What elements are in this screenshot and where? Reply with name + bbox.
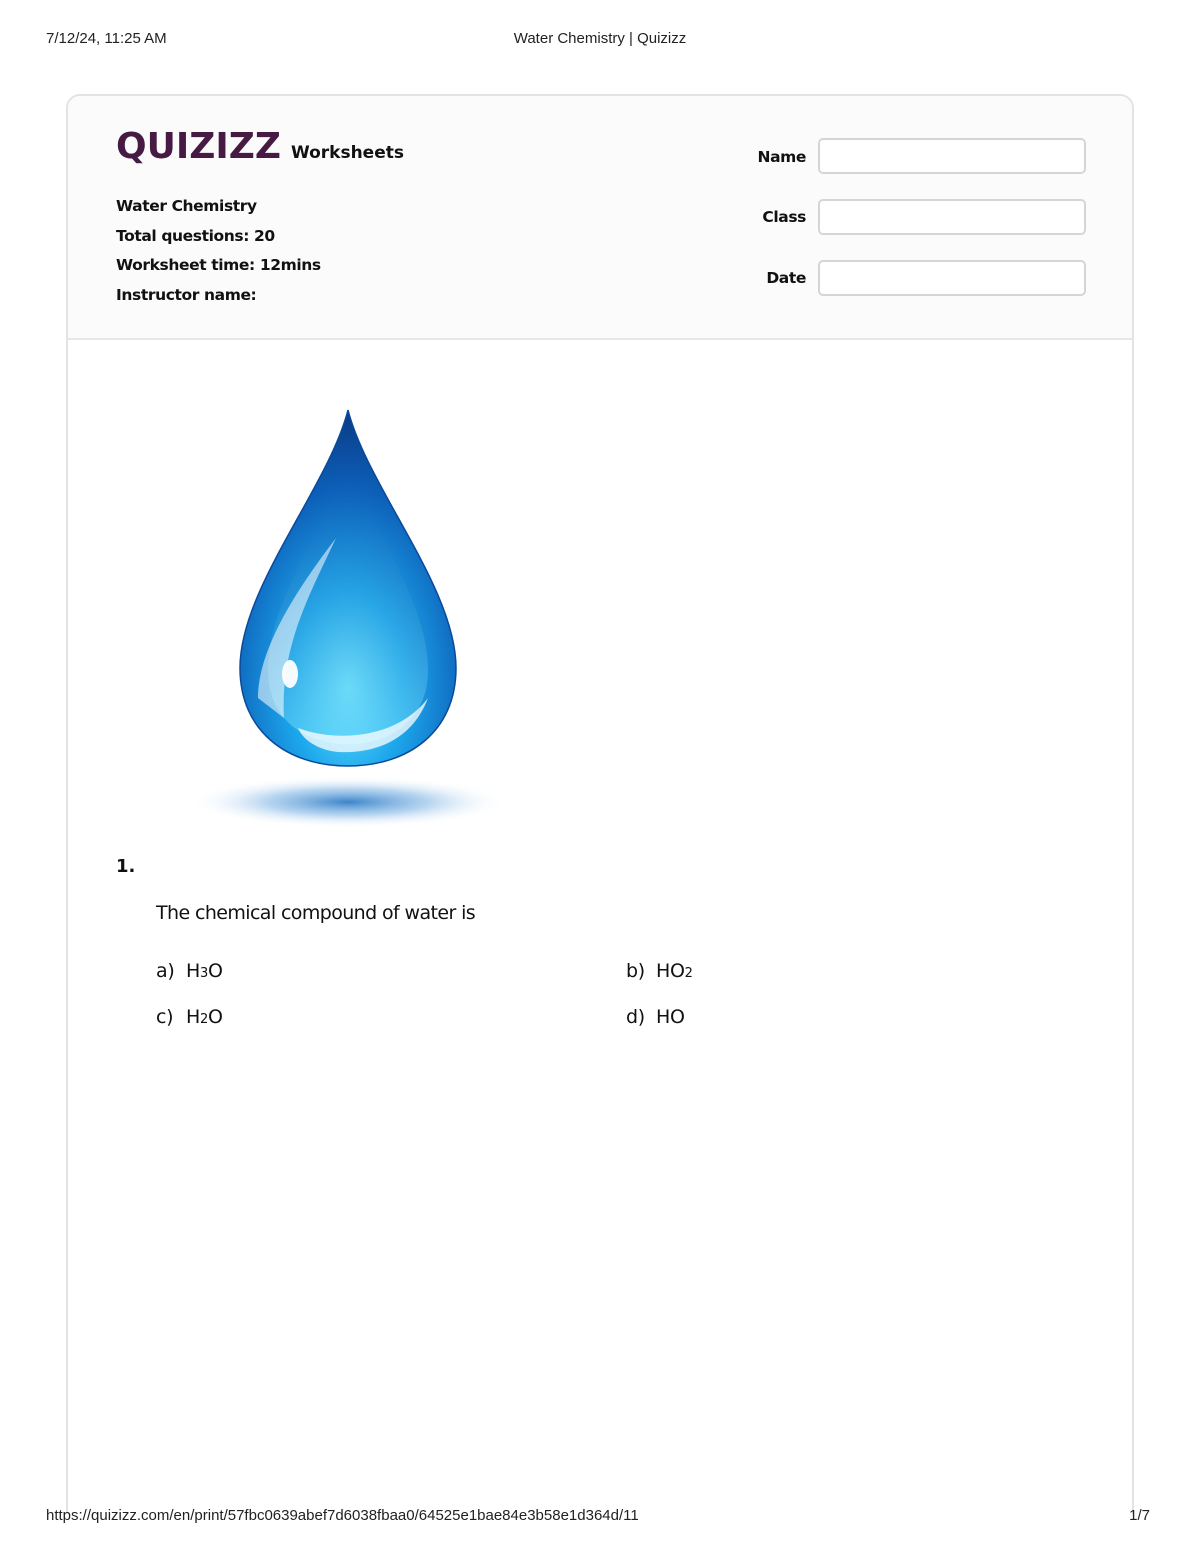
option-a[interactable]: a) H 3 O bbox=[156, 960, 223, 982]
worksheet-meta bbox=[116, 192, 321, 310]
name-field[interactable] bbox=[818, 138, 1086, 174]
option-d[interactable]: d) HO bbox=[626, 1006, 685, 1028]
print-datetime: 7/12/24, 11:25 AM bbox=[46, 30, 167, 47]
print-page-title: Water Chemistry | Quizizz bbox=[513, 30, 687, 47]
worksheet-title: Water Chemistry bbox=[116, 197, 257, 215]
instructor-name: Instructor name: bbox=[116, 285, 257, 304]
worksheet-card bbox=[66, 94, 1134, 1514]
option-c[interactable]: c) H 2 O bbox=[156, 1006, 223, 1028]
print-url: https://quizizz.com/en/print/57fbc0639abef7d6038fbaa0/64525e1bae84e3b58e1d364d/11 bbox=[46, 1507, 639, 1524]
total-questions: Total questions: 20 bbox=[116, 226, 275, 245]
option-b[interactable]: b) HO 2 bbox=[626, 960, 693, 982]
date-label: Date bbox=[766, 269, 806, 287]
name-label: Name bbox=[757, 148, 806, 166]
logo-wordmark: QUIZIZZ bbox=[116, 126, 281, 167]
quizizz-logo bbox=[116, 126, 404, 167]
logo-subtitle: Worksheets bbox=[290, 143, 404, 163]
class-label: Class bbox=[762, 208, 806, 226]
option-letter: d) bbox=[626, 1006, 645, 1028]
date-field[interactable] bbox=[818, 260, 1086, 296]
question-text: The chemical compound of water is bbox=[156, 902, 476, 924]
worksheet-time: Worksheet time: 12mins bbox=[116, 256, 321, 274]
class-field[interactable] bbox=[818, 199, 1086, 235]
option-letter: b) bbox=[626, 960, 645, 982]
water-drop-icon bbox=[188, 398, 518, 838]
option-letter: a) bbox=[156, 960, 175, 982]
question-number: 1. bbox=[116, 856, 136, 877]
option-letter: c) bbox=[156, 1006, 174, 1028]
print-page-number: 1/7 bbox=[1129, 1507, 1150, 1524]
worksheet-header bbox=[68, 96, 1132, 340]
